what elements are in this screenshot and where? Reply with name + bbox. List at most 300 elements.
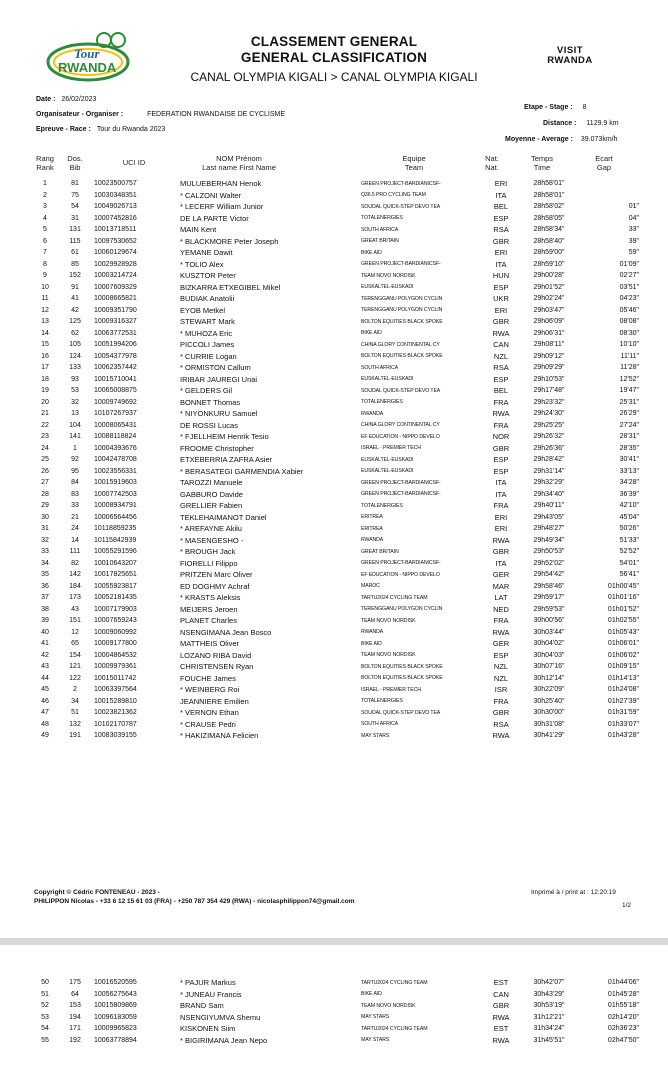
cell-rider-name: PRITZEN Marc Oliver: [180, 570, 253, 580]
col-header-rank: Rang Rank: [36, 154, 54, 172]
cell-time: 28h59'10": [533, 260, 565, 268]
cell-team: MAY STARS: [361, 1037, 390, 1044]
cell-bib: 95: [71, 467, 79, 475]
cell-team: GREEN PROJECT-BARDIANICSF-: [361, 479, 441, 486]
cell-rider-name: STEWART Mark: [180, 317, 235, 327]
cell-rank: 1: [43, 180, 47, 188]
cell-rank: 18: [41, 375, 49, 383]
table-row: [30, 443, 647, 455]
cell-team: CHINA GLORY CONTINENTAL CY: [361, 341, 440, 348]
cell-time: 30h31'08": [533, 720, 565, 728]
cell-team: TEAM NOVO NORDISK: [361, 617, 416, 624]
col-header-nat: Nat. Nat.: [485, 154, 499, 172]
cell-time: 28h59'00": [533, 249, 565, 257]
cell-rank: 29: [41, 502, 49, 510]
cell-rank: 36: [41, 582, 49, 590]
cell-rider-name: * CALZONI Walter: [180, 190, 241, 200]
table-row: [30, 431, 647, 443]
cell-bib: 141: [69, 433, 81, 441]
cell-gap: 04": [628, 214, 639, 222]
cell-gap: 19'47": [619, 387, 639, 395]
cell-time: 29h03'47": [533, 306, 565, 314]
cell-rider-name: * BERASATEGI GARMENDIA Xabier: [180, 466, 304, 476]
cell-rank: 39: [41, 617, 49, 625]
cell-rider-name: DE LA PARTE Victor: [180, 213, 249, 223]
cell-rank: 14: [41, 329, 49, 337]
cell-rank: 55: [41, 1036, 49, 1044]
cell-bib: 191: [69, 732, 81, 740]
cell-time: 29h09'12": [533, 352, 565, 360]
cell-nationality: EST: [493, 1024, 509, 1034]
cell-rider-name: KISKONEN Siim: [180, 1024, 236, 1034]
cell-rank: 38: [41, 605, 49, 613]
cell-bib: 152: [69, 272, 81, 280]
cell-gap: 01h24'08": [607, 686, 639, 694]
cell-rider-name: * VERNON Ethan: [180, 708, 239, 718]
cell-uci-id: 10016520595: [94, 979, 137, 987]
cell-team: GREEN PROJECT-BARDIANICSF-: [361, 180, 441, 187]
cell-team: ERITREA: [361, 525, 383, 532]
cell-team: GREAT BRITAIN: [361, 238, 399, 245]
cell-time: 29h50'53": [533, 548, 565, 556]
cell-rider-name: LOZANO RIBA David: [180, 650, 252, 660]
cell-gap: 02h14'20": [607, 1013, 639, 1021]
cell-bib: 13: [71, 410, 79, 418]
cell-team: SOUDAL QUICK-STEP DEVO TEA: [361, 387, 441, 394]
col-header-gap: Ecart Gap: [595, 154, 613, 172]
cell-time: 30h22'09": [533, 686, 565, 694]
cell-time: 28h58'40": [533, 237, 565, 245]
cell-rider-name: BIZKARRA ETXEGIBEL Mikel: [180, 282, 281, 292]
cell-gap: 01'09": [619, 260, 639, 268]
cell-team: TOTALENERGIES: [361, 399, 403, 406]
cell-team: RWANDA: [361, 537, 384, 544]
cell-rank: 21: [41, 410, 49, 418]
cell-rank: 28: [41, 490, 49, 498]
cell-nationality: ITA: [495, 489, 507, 499]
cell-gap: 08'08": [619, 318, 639, 326]
cell-gap: 36'39": [619, 490, 639, 498]
cell-rank: 20: [41, 398, 49, 406]
cell-team: ERITREA: [361, 514, 383, 521]
cell-rank: 48: [41, 720, 49, 728]
cell-uci-id: 10063772531: [94, 329, 137, 337]
table-row: [30, 638, 647, 650]
cell-nationality: FRA: [493, 696, 509, 706]
cell-rider-name: TEKLEHAIMANOT Daniel: [180, 512, 267, 522]
cell-gap: 01h44'06": [607, 979, 639, 987]
cell-uci-id: 10003214724: [94, 272, 137, 280]
cell-rider-name: MEIJERS Jeroen: [180, 604, 238, 614]
cell-gap: 33": [628, 226, 639, 234]
cell-uci-id: 10062357442: [94, 364, 137, 372]
cell-rank: 8: [43, 260, 47, 268]
col-header-name: NOM Prénom Last name First Name: [202, 154, 276, 172]
cell-time: 31h45'51": [533, 1036, 565, 1044]
cell-rank: 12: [41, 306, 49, 314]
cell-gap: 02'27": [619, 272, 639, 280]
cell-bib: 75: [71, 191, 79, 199]
cell-rank: 31: [41, 525, 49, 533]
cell-time: 29h31'14": [533, 467, 565, 475]
cell-uci-id: 10083039155: [94, 732, 137, 740]
cell-rider-name: * LECERF William Junior: [180, 202, 264, 212]
svg-text:Tour: Tour: [74, 46, 100, 61]
cell-team: SOUTH AFRICA: [361, 364, 399, 371]
cell-team: BOLTON EQUITIES BLACK SPOKE: [361, 353, 443, 360]
results-table-page2: [30, 977, 647, 1046]
cell-nationality: ESP: [493, 374, 509, 384]
cell-rank: 23: [41, 433, 49, 441]
cell-nationality: GBR: [492, 708, 510, 718]
cell-time: 29h06'31": [533, 329, 565, 337]
cell-uci-id: 10051994206: [94, 341, 137, 349]
table-row: [30, 730, 647, 742]
cell-rank: 27: [41, 479, 49, 487]
table-row: [30, 1000, 647, 1012]
cell-rider-name: * CRAUSE Pedri: [180, 719, 236, 729]
cell-rider-name: BONNET Thomas: [180, 397, 241, 407]
cell-time: 30h12'14": [533, 674, 565, 682]
table-row: [30, 707, 647, 719]
cell-rider-name: * BROUGH Jack: [180, 547, 236, 557]
table-row: [30, 201, 647, 213]
table-row: [30, 569, 647, 581]
cell-time: 30h41'29": [533, 732, 565, 740]
cell-time: 29h26'32": [533, 433, 565, 441]
cell-time: 28h58'34": [533, 226, 565, 234]
cell-rider-name: GRELLIER Fabien: [180, 501, 243, 511]
table-row: [30, 316, 647, 328]
col-header-time: Temps Time: [530, 154, 554, 172]
cell-rider-name: * JUNEAU Francis: [180, 989, 242, 999]
cell-bib: 93: [71, 375, 79, 383]
stage-row: Etape - Stage : 8: [524, 104, 587, 111]
cell-gap: 01h02'55": [607, 617, 639, 625]
cell-rider-name: GABBURO Davide: [180, 489, 243, 499]
cell-uci-id: 10023500757: [94, 180, 137, 188]
cell-rider-name: DE ROSSI Lucas: [180, 420, 238, 430]
cell-rider-name: FROOME Christopher: [180, 443, 254, 453]
cell-bib: 132: [69, 720, 81, 728]
table-row: [30, 213, 647, 225]
cell-time: 29h58'46": [533, 582, 565, 590]
cell-gap: 04'23": [619, 295, 639, 303]
cell-team: CHINA GLORY CONTINENTAL CY: [361, 422, 440, 429]
cell-nationality: RWA: [492, 328, 510, 338]
cell-rider-name: * TOLIO Alex: [180, 259, 224, 269]
cell-rank: 32: [41, 536, 49, 544]
cell-time: 30h25'40": [533, 697, 565, 705]
cell-rider-name: BUDIAK Anatolii: [180, 294, 235, 304]
cell-bib: 85: [71, 260, 79, 268]
cell-bib: 2: [73, 686, 77, 694]
copyright-line: Copyright © Cédric FONTENEAU - 2023 -: [34, 889, 160, 896]
table-row: [30, 523, 647, 535]
cell-gap: 10'10": [619, 341, 639, 349]
cell-rank: 2: [43, 191, 47, 199]
cell-nationality: ERI: [494, 248, 508, 258]
cell-rider-name: FOUCHE James: [180, 673, 236, 683]
cell-rank: 11: [41, 295, 49, 303]
cell-nationality: EST: [493, 978, 509, 988]
cell-team: MAROC: [361, 583, 380, 590]
cell-bib: 53: [71, 387, 79, 395]
cell-uci-id: 10008665821: [94, 295, 137, 303]
cell-rider-name: EYOB Metkel: [180, 305, 226, 315]
cell-time: 30h43'29": [533, 990, 565, 998]
cell-gap: 25'31": [619, 398, 639, 406]
cell-uci-id: 10042478708: [94, 456, 137, 464]
page-title-en: GENERAL CLASSIFICATION: [240, 50, 428, 65]
cell-rank: 5: [43, 226, 47, 234]
cell-nationality: BEL: [493, 386, 509, 396]
cell-bib: 121: [69, 663, 81, 671]
cell-time: 29h28'42": [533, 456, 565, 464]
organiser-row: Organisateur - Organiser : FEDERATION RWANDAISE DE CYCLISME: [36, 111, 286, 118]
cell-bib: 54: [71, 203, 79, 211]
cell-rider-name: JEANNIERE Emilien: [180, 696, 249, 706]
table-row: [30, 259, 647, 271]
cell-gap: 42'10": [619, 502, 639, 510]
cell-time: 30h53'19": [533, 1002, 565, 1010]
cell-gap: 01h01'16": [607, 594, 639, 602]
cell-nationality: CAN: [493, 989, 509, 999]
distance-row: Distance : 1129.9 km: [543, 120, 619, 127]
cell-uci-id: 10010643207: [94, 559, 137, 567]
cell-time: 29h40'11": [533, 502, 565, 510]
cell-time: 29h08'11": [533, 341, 565, 349]
cell-gap: 52'52": [619, 548, 639, 556]
cell-uci-id: 10006564456: [94, 513, 137, 521]
cell-bib: 111: [69, 548, 81, 556]
cell-gap: 01h00'45": [607, 582, 639, 590]
cell-uci-id: 10060129674: [94, 249, 137, 257]
cell-nationality: GBR: [492, 443, 510, 453]
cell-time: 29h43'05": [533, 513, 565, 521]
cell-gap: 30'41": [619, 456, 639, 464]
col-header-team: Equipe Team: [402, 154, 426, 172]
cell-time: 30h03'44": [533, 628, 565, 636]
table-row: [30, 466, 647, 478]
cell-rank: 17: [41, 364, 49, 372]
cell-bib: 82: [71, 559, 79, 567]
cell-team: EUSKALTEL-EUSKADI: [361, 468, 414, 475]
cell-time: 29h01'52": [533, 283, 565, 291]
table-row: [30, 305, 647, 317]
cell-nationality: ITA: [495, 259, 507, 269]
cell-uci-id: 10009979361: [94, 663, 137, 671]
cell-nationality: RWA: [492, 535, 510, 545]
cell-team: TARTU2024 CYCLING TEAM: [361, 594, 428, 601]
cell-uci-id: 10063778894: [94, 1036, 137, 1044]
cell-rider-name: IRIBAR JAUREGI Unai: [180, 374, 258, 384]
cell-rank: 37: [41, 594, 49, 602]
cell-rank: 40: [41, 628, 49, 636]
cell-team: TARTU2024 CYCLING TEAM: [361, 979, 428, 986]
cell-team: RWANDA: [361, 629, 384, 636]
cell-team: SOUDAL QUICK-STEP DEVO TEA: [361, 709, 441, 716]
table-row: [30, 247, 647, 259]
cell-time: 30h00'56": [533, 617, 565, 625]
cell-rider-name: YEMANE Dawit: [180, 248, 233, 258]
cell-nationality: ESP: [493, 466, 509, 476]
cell-uci-id: 10030348351: [94, 191, 137, 199]
cell-rank: 24: [41, 444, 49, 452]
cell-time: 30h30'00": [533, 709, 565, 717]
table-row: [30, 282, 647, 294]
cell-time: 29h59'17": [533, 594, 565, 602]
cell-gap: 28'31": [619, 433, 639, 441]
page-title-fr: CLASSEMENT GENERAL: [250, 34, 418, 49]
cell-team: TERENGGANU POLYGON CYCLIN: [361, 295, 443, 302]
cell-bib: 33: [71, 502, 79, 510]
average-row: Moyenne - Average : 39.073km/h: [505, 136, 618, 143]
table-row: [30, 627, 647, 639]
cell-uci-id: 10102170787: [94, 720, 137, 728]
cell-uci-id: 10015919603: [94, 479, 137, 487]
cell-nationality: ERI: [494, 179, 508, 189]
cell-nationality: GBR: [492, 547, 510, 557]
cell-team: SOUTH AFRICA: [361, 226, 399, 233]
cell-nationality: UKR: [493, 294, 509, 304]
cell-rank: 25: [41, 456, 49, 464]
cell-team: GREAT BRITAIN: [361, 548, 399, 555]
cell-nationality: RWA: [492, 1035, 510, 1045]
cell-nationality: NZL: [493, 673, 509, 683]
cell-uci-id: 10063397564: [94, 686, 137, 694]
cell-team: MAY STARS: [361, 732, 390, 739]
cell-rider-name: * MASENGESHO -: [180, 535, 244, 545]
cell-nationality: GBR: [492, 317, 510, 327]
cell-team: EUSKALTEL-EUSKADI: [361, 456, 414, 463]
cell-gap: 28'35": [619, 444, 639, 452]
cell-gap: 59": [628, 249, 639, 257]
results-table-page1: [30, 178, 647, 742]
table-row: [30, 535, 647, 547]
cell-gap: 33'13": [619, 467, 639, 475]
cell-bib: 1: [73, 444, 77, 452]
cell-nationality: MAR: [492, 581, 510, 591]
table-row: [30, 650, 647, 662]
cell-team: GREEN PROJECT-BARDIANICSF-: [361, 560, 441, 567]
cell-nationality: ESP: [493, 282, 509, 292]
cell-time: 30h04'02": [533, 640, 565, 648]
table-row: [30, 224, 647, 236]
cell-uci-id: 10015289810: [94, 697, 137, 705]
cell-time: 31h12'21": [533, 1013, 565, 1021]
cell-time: 29h34'40": [533, 490, 565, 498]
cell-time: 28h58'01": [533, 180, 565, 188]
cell-rank: 45: [41, 686, 49, 694]
cell-rider-name: TAROZZI Manuele: [180, 478, 243, 488]
cell-time: 30h04'03": [533, 651, 565, 659]
cell-time: 29h48'27": [533, 525, 565, 533]
cell-rank: 7: [43, 249, 47, 257]
table-row: [30, 592, 647, 604]
cell-nationality: GBR: [492, 236, 510, 246]
cell-bib: 151: [69, 617, 81, 625]
cell-rank: 41: [41, 640, 49, 648]
cell-time: 30h42'07": [533, 979, 565, 987]
table-row: [30, 558, 647, 570]
cell-time: 29h49'34": [533, 536, 565, 544]
cell-bib: 31: [71, 214, 79, 222]
cell-rider-name: PICCOLI James: [180, 340, 235, 350]
table-row: [30, 684, 647, 696]
cell-uci-id: 10007179903: [94, 605, 137, 613]
cell-nationality: FRA: [493, 420, 509, 430]
table-row: [30, 1035, 647, 1047]
cell-bib: 173: [69, 594, 81, 602]
cell-time: 29h00'28": [533, 272, 565, 280]
cell-bib: 133: [69, 364, 81, 372]
cell-nationality: RWA: [492, 1012, 510, 1022]
cell-uci-id: 10008934791: [94, 502, 137, 510]
cell-gap: 01h27'39": [607, 697, 639, 705]
table-row: [30, 719, 647, 731]
cell-gap: 02h47'50": [607, 1036, 639, 1044]
cell-team: EUSKALTEL-EUSKADI: [361, 376, 414, 383]
cell-bib: 154: [69, 651, 81, 659]
cell-bib: 175: [69, 979, 81, 987]
cell-rider-name: FIORELLI Filippo: [180, 558, 238, 568]
cell-time: 29h52'02": [533, 559, 565, 567]
cell-nationality: ITA: [495, 478, 507, 488]
cell-team: TOTALENERGIES: [361, 698, 403, 705]
table-row: [30, 477, 647, 489]
cell-gap: 39": [628, 237, 639, 245]
cell-team: BIKE AID: [361, 330, 382, 337]
visit-rwanda-logo: VISIT RWANDA: [547, 45, 593, 66]
cell-rider-name: CHRISTENSEN Ryan: [180, 662, 254, 672]
cell-bib: 92: [71, 456, 79, 464]
cell-time: 29h06'09": [533, 318, 565, 326]
cell-nationality: ERI: [494, 524, 508, 534]
cell-team: TOTALENERGIES: [361, 215, 403, 222]
table-row: [30, 615, 647, 627]
cell-uci-id: 10009965823: [94, 1025, 137, 1033]
cell-bib: 21: [71, 513, 79, 521]
cell-nationality: ISR: [494, 685, 508, 695]
cell-nationality: ERI: [494, 305, 508, 315]
cell-team: BIKE AID: [361, 991, 382, 998]
cell-nationality: NZL: [493, 351, 509, 361]
cell-bib: 105: [69, 341, 81, 349]
cell-bib: 91: [71, 283, 79, 291]
cell-rank: 47: [41, 709, 49, 717]
cell-rider-name: * MUHOZA Eric: [180, 328, 233, 338]
table-row: [30, 512, 647, 524]
cell-gap: 34'28": [619, 479, 639, 487]
cell-time: 29h10'53": [533, 375, 565, 383]
cell-nationality: HUN: [492, 271, 510, 281]
cell-rank: 4: [43, 214, 47, 222]
cell-uci-id: 10088118824: [94, 433, 137, 441]
cell-rider-name: * BLACKMORE Peter Joseph: [180, 236, 279, 246]
race-row: Epreuve - Race : Tour du Rwanda 2023: [36, 126, 166, 133]
cell-nationality: FRA: [493, 501, 509, 511]
cell-rank: 16: [41, 352, 49, 360]
cell-nationality: FRA: [493, 397, 509, 407]
table-row: [30, 581, 647, 593]
cell-gap: 05'46": [619, 306, 639, 314]
cell-uci-id: 10056275643: [94, 990, 137, 998]
cell-time: 28h58'02": [533, 203, 565, 211]
cell-rider-name: NSENGIMANA Jean Bosco: [180, 627, 272, 637]
cell-rider-name: * WEINBERG Roi: [180, 685, 240, 695]
cell-uci-id: 10065008875: [94, 387, 137, 395]
